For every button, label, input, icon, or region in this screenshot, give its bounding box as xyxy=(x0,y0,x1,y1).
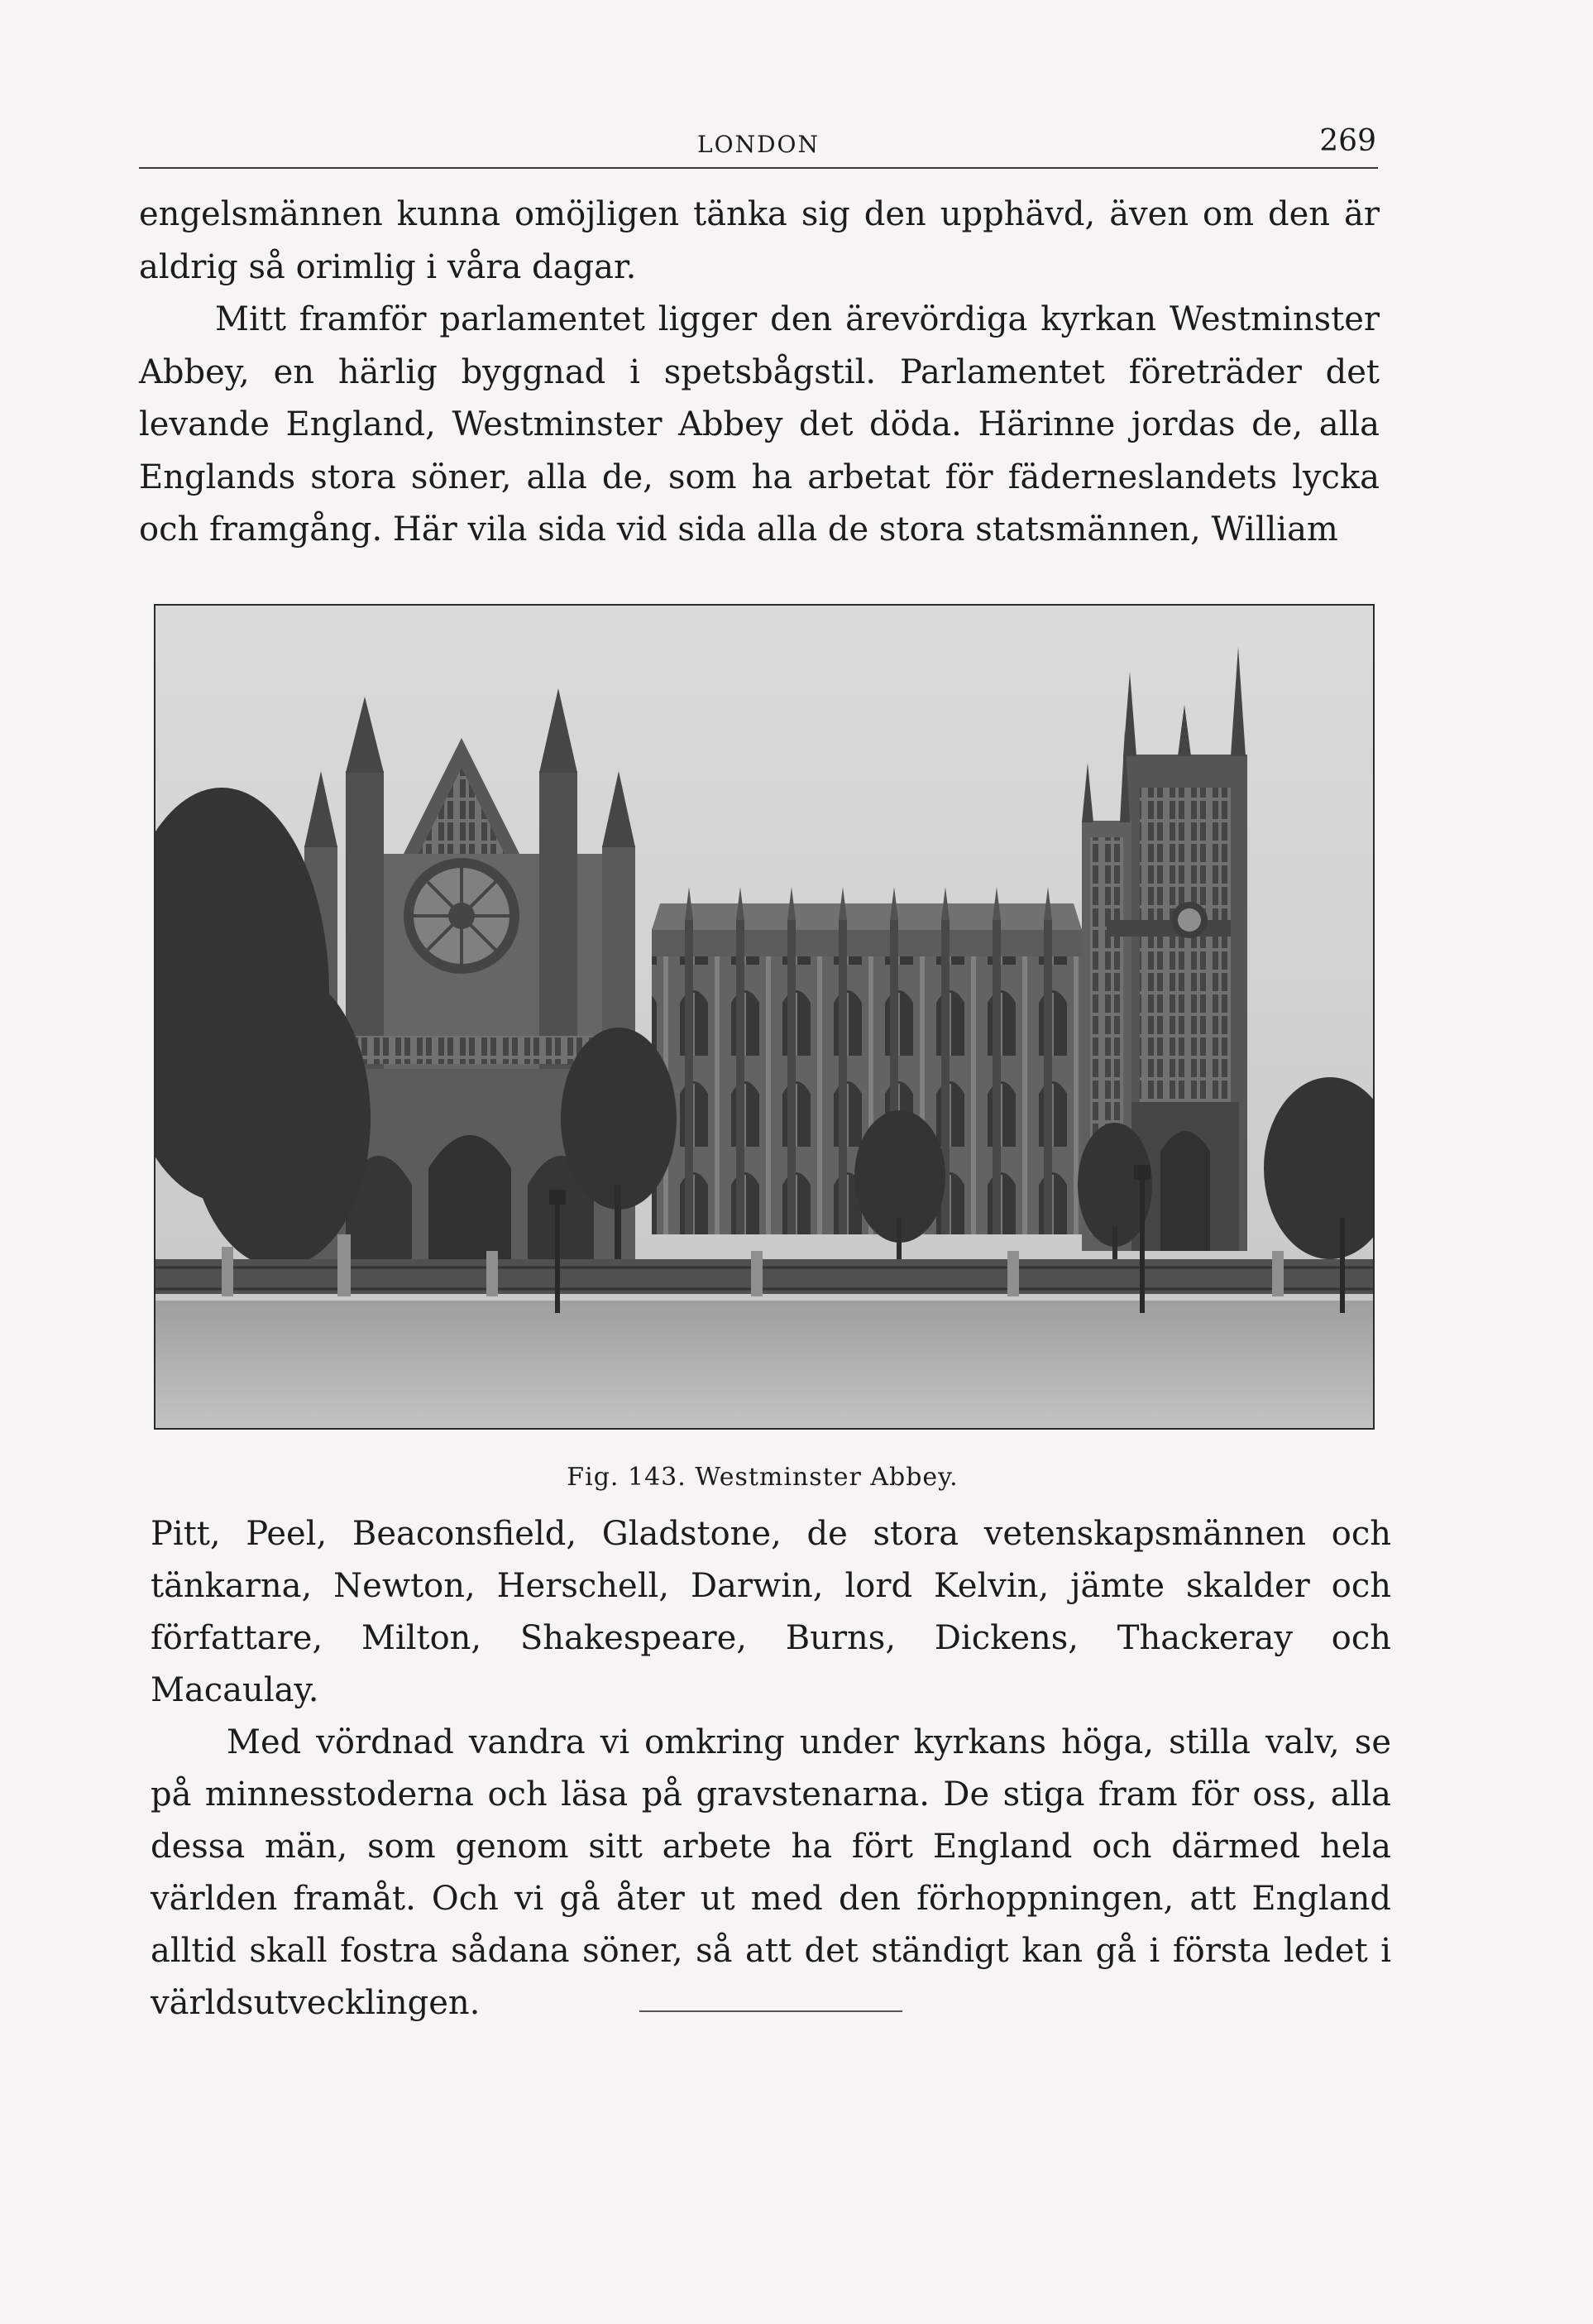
running-title: LONDON xyxy=(697,131,820,158)
body-text-top xyxy=(139,189,1380,557)
paragraph: engelsmännen kunna omöjligen tänka sig den upphävd, även om den är aldrig så orimlig i våra dagar. xyxy=(139,195,1380,286)
paragraph: Med vördnad vandra vi omkring under kyrkans höga, stilla valv, se på minnesstoderna och läsa på gravstenarna. De stiga fram för oss, alla dessa män, som genom sitt arbete ha fört England och därmed hela världen framåt. Och vi gå åter ut med den förhoppningen, att England alltid skall fostra sådana söner, så att det ständigt kan gå i första ledet i världsutvecklingen. xyxy=(151,1723,1391,2022)
running-head xyxy=(139,124,1378,169)
section-end-rule xyxy=(639,2010,902,2012)
figure-caption: Fig. 143. Westminster Abbey. xyxy=(567,1463,959,1492)
page-number: 269 xyxy=(1319,124,1376,158)
paragraph: Pitt, Peel, Beaconsfield, Gladstone, de stora vetenskapsmännen och tänkarna, Newton, Herschell, Darwin, lord Kelvin, jämte skalder och författare, Milton, Shakespeare, Burns, Dickens, Thackeray och Macaulay. xyxy=(151,1515,1391,1709)
body-text-bottom xyxy=(151,1508,1391,2029)
westminster-abbey-photo xyxy=(154,604,1375,1430)
paragraph: Mitt framför parlamentet ligger den ärevördiga kyrkan Westminster Abbey, en härlig byggnad i spetsbågstil. Parlamentet företräder det levande England, Westminster Abbey det döda. Härinne jordas de, alla Englands stora söner, alla de, som ha arbetat för fäderneslandets lycka och framgång. Här vila sida vid sida alla de stora statsmännen, William xyxy=(139,300,1380,549)
